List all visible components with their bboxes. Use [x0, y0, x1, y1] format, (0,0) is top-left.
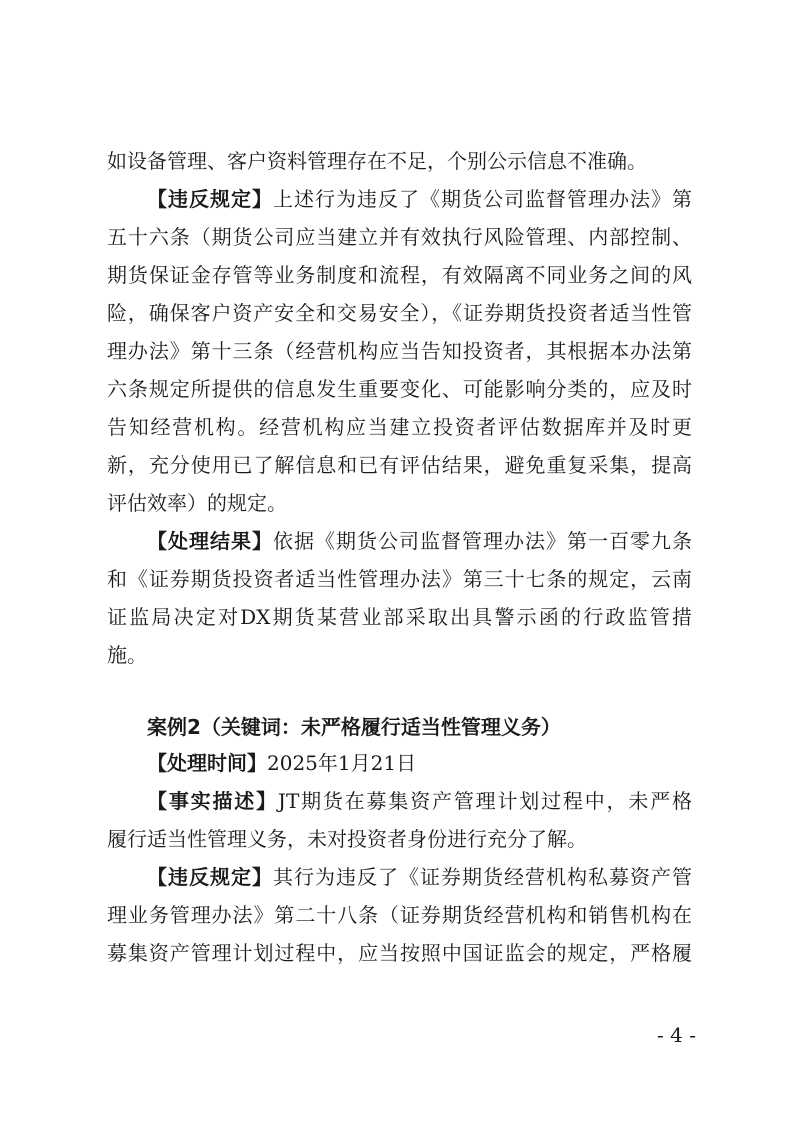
body-line: 六条规定所提供的信息发生重要变化、可能影响分类的，应及时 — [107, 377, 692, 401]
clause-violation-line: 【违反规定】其行为违反了《证券期货经营机构私募资产管 — [147, 865, 692, 889]
clause-result-line: 【处理结果】依据《期货公司监督管理办法》第一百零九条 — [147, 529, 692, 553]
body-line: 募集资产管理计划过程中，应当按照中国证监会的规定，严格履 — [107, 941, 692, 965]
clause-violation-line: 【违反规定】上述行为违反了《期货公司监督管理办法》第 — [147, 187, 692, 211]
section-tag: 【处理时间】 — [147, 751, 267, 775]
body-line: 履行适当性管理义务，未对投资者身份进行充分了解。 — [107, 827, 587, 851]
body-line: 五十六条（期货公司应当建立并有效执行风险管理、内部控制、 — [107, 225, 692, 249]
body-line: 和《证券期货投资者适当性管理办法》第三十七条的规定，云南 — [107, 567, 692, 591]
body-line: 评估效率）的规定。 — [107, 491, 287, 515]
body-line: 理办法》第十三条（经营机构应当告知投资者，其根据本办法第 — [107, 339, 692, 363]
section-tag: 【处理结果】 — [147, 529, 273, 553]
body-line: 期货保证金存管等业务制度和流程，有效隔离不同业务之间的风 — [107, 263, 692, 287]
body-line: 如设备管理、客户资料管理存在不足，个别公示信息不准确。 — [107, 149, 647, 173]
body-line: 理业务管理办法》第二十八条（证券期货经营机构和销售机构在 — [107, 903, 692, 927]
clause-time-line: 【处理时间】2025年1月21日 — [147, 751, 417, 775]
section-tag: 【违反规定】 — [147, 187, 273, 211]
body-line: 证监局决定对DX期货某营业部采取出具警示函的行政监管措 — [107, 605, 692, 629]
body-line: 新，充分使用已了解信息和已有评估结果，避免重复采集，提高 — [107, 453, 692, 477]
section-tag: 【违反规定】 — [147, 865, 273, 889]
body-line: 险，确保客户资产安全和交易安全），《证券期货投资者适当性管 — [107, 301, 692, 325]
body-line: 告知经营机构。经营机构应当建立投资者评估数据库并及时更 — [107, 415, 692, 439]
clause-facts-line: 【事实描述】JT期货在募集资产管理计划过程中，未严格 — [147, 789, 692, 813]
case-heading: 案例2（关键词：未严格履行适当性管理义务） — [147, 715, 561, 739]
page-number: - 4 - — [657, 1023, 696, 1047]
body-line: 施。 — [107, 643, 147, 667]
section-tag: 【事实描述】 — [147, 789, 278, 813]
